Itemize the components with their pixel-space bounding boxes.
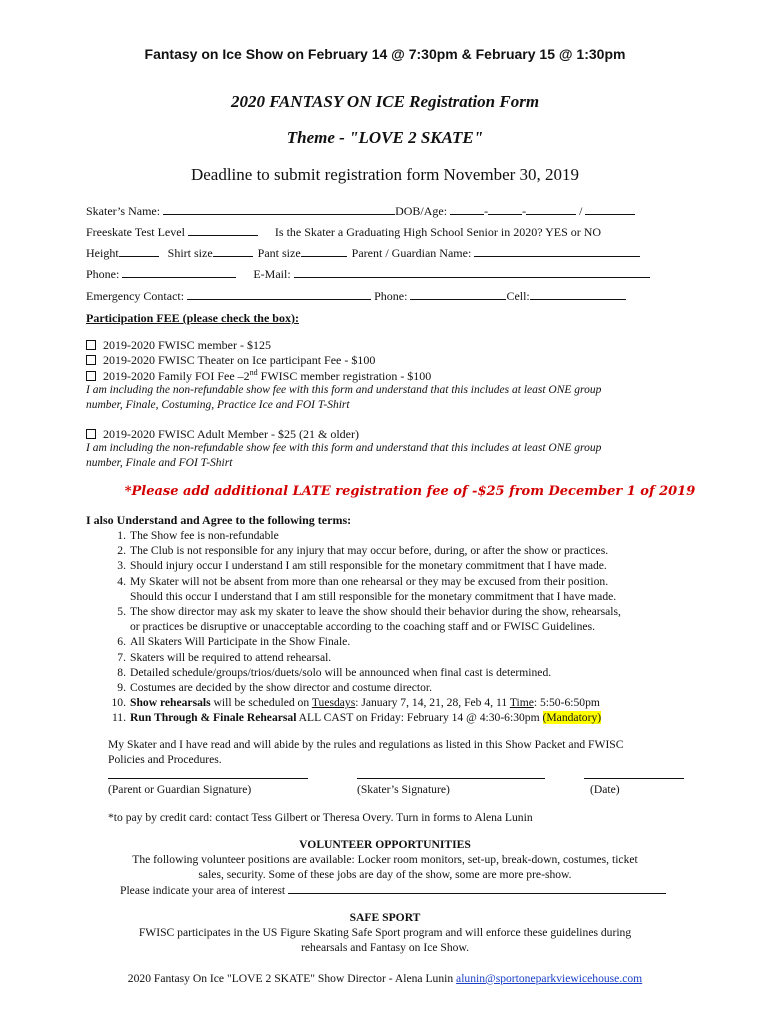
deadline-line: Deadline to submit registration form November 30, 2019 (190, 165, 580, 184)
dob-day-blank[interactable] (488, 204, 522, 215)
safe-sport-heading: SAFE SPORT (349, 911, 421, 924)
safe-sport-line-1: FWISC participates in the US Figure Skating Safe Sport program and will enforce these guidelines during (138, 926, 632, 939)
term-item: 9. Costumes are decided by the show director and costume director. (117, 681, 432, 695)
shirt-label: Shirt size (167, 246, 213, 260)
skater-name-blank[interactable] (163, 204, 395, 215)
parent-label: Parent / Guardian Name: (351, 246, 472, 260)
volunteer-heading: VOLUNTEER OPPORTUNITIES (299, 838, 471, 851)
director-email-link[interactable]: alunin@sportoneparkviewicehouse.com (456, 972, 643, 985)
freeskate-blank[interactable] (188, 225, 258, 236)
shirt-blank[interactable] (213, 246, 253, 257)
checkbox-icon[interactable] (86, 355, 96, 365)
show-dates-banner: Fantasy on Ice Show on February 14 @ 7:30pm & February 15 @ 1:30pm (144, 46, 626, 62)
phone-label: Phone: (86, 267, 120, 281)
emergency-blank[interactable] (187, 289, 371, 300)
parent-signature-line[interactable] (108, 778, 308, 779)
term-item: 2. The Club is not responsible for any injury that may occur before, during, or after the show or practices. (117, 544, 609, 558)
date-label: (Date) (590, 783, 620, 796)
dob-year-blank[interactable] (526, 204, 576, 215)
skater-signature-label: (Skater’s Signature) (357, 783, 450, 796)
row-emergency (86, 289, 626, 304)
fee-option-member[interactable]: 2019-2020 FWISC member - $125 (86, 338, 271, 353)
checkbox-icon[interactable] (86, 371, 96, 381)
emergency-label: Emergency Contact: (86, 289, 185, 303)
cell-blank[interactable] (530, 289, 626, 300)
phone2-label: Phone: (374, 289, 408, 303)
freeskate-label: Freeskate Test Level (86, 225, 185, 239)
term-item-cont: or practices be disruptive or unacceptable according to the coaching staff and or FWISC Guidelines. (130, 620, 595, 634)
footer-text: 2020 Fantasy On Ice "LOVE 2 SKATE" Show Director - Alena Lunin (127, 972, 457, 985)
date-line[interactable] (584, 778, 684, 779)
fee-option-adult[interactable]: 2019-2020 FWISC Adult Member - $25 (21 & older) (86, 427, 359, 442)
parent-blank[interactable] (474, 246, 640, 257)
checkbox-icon[interactable] (86, 429, 96, 439)
term-item-cont: Should this occur I understand that I am still responsible for the monetary commitment that I have made. (130, 589, 617, 603)
fee-option-family[interactable]: 2019-2020 Family FOI Fee –2nd FWISC member registration - $100 (86, 368, 431, 384)
email-blank[interactable] (294, 267, 650, 278)
late-fee-notice: *Please add additional LATE registration fee of -$25 from December 1 of 2019 (124, 484, 696, 499)
age-blank[interactable] (585, 204, 635, 215)
skater-signature-line[interactable] (357, 778, 545, 779)
row-contact (86, 267, 650, 282)
pant-label: Pant size (257, 246, 301, 260)
form-theme: Theme - "LOVE 2 SKATE" (286, 128, 484, 147)
fee-note-1a: I am including the non-refundable show fee with this form and understand that this includes at least ONE group (86, 384, 602, 396)
skater-name-label: Skater’s Name: (86, 204, 161, 218)
fee-note-1b: number, Finale, Costuming, Practice Ice and FOI T-Shirt (86, 399, 350, 411)
parent-signature-label: (Parent or Guardian Signature) (108, 783, 252, 796)
form-title: 2020 FANTASY ON ICE Registration Form (230, 92, 540, 111)
fee-note-2b: number, Finale and FOI T-Shirt (86, 457, 233, 469)
checkbox-icon[interactable] (86, 340, 96, 350)
credit-card-note: *to pay by credit card: contact Tess Gilbert or Theresa Overy. Turn in forms to Alena Lunin (108, 811, 533, 824)
terms-heading: I also Understand and Agree to the following terms: (86, 513, 352, 527)
term-item-rehearsals: 10. Show rehearsals will be scheduled on Tuesdays: January 7, 14, 21, 28, Feb 4, 11 Time: 5:50-6:50pm (111, 696, 600, 710)
term-item: 5. The show director may ask my skater to leave the show should their behavior during the show, rehearsals, (117, 605, 621, 619)
mandatory-highlight: (Mandatory) (542, 711, 602, 725)
fee-option-theater[interactable]: 2019-2020 FWISC Theater on Ice participant Fee - $100 (86, 353, 375, 368)
term-item: 3. Should injury occur I understand I am still responsible for the monetary commitment that I have made. (117, 559, 607, 573)
volunteer-interest-blank[interactable] (288, 883, 666, 894)
participation-heading: Participation FEE (please check the box): (86, 311, 299, 325)
volunteer-line-2: sales, security. Some of these jobs are day of the show, some are more pre-show. (198, 868, 572, 881)
terms-list (111, 528, 730, 726)
term-item: 8. Detailed schedule/groups/trios/duets/solo will be announced when final cast is determined. (117, 665, 552, 679)
term-item: 1. The Show fee is non-refundable (117, 529, 279, 542)
term-item: 7. Skaters will be required to attend rehearsal. (117, 650, 332, 664)
height-label: Height (86, 246, 119, 260)
term-item: 4. My Skater will not be absent from more than one rehearsal or they may be excused from their position. (117, 574, 609, 588)
row-skater: Skater’s Name: DOB/Age: - - / (86, 204, 635, 219)
row-freeskate (86, 225, 601, 240)
phone2-blank[interactable] (410, 289, 506, 300)
volunteer-interest-row (120, 883, 666, 897)
dob-label: DOB/Age: (395, 204, 448, 218)
cell-label: Cell: (506, 289, 530, 303)
term-item: 6. All Skaters Will Participate in the Show Finale. (117, 635, 351, 649)
volunteer-interest-label: Please indicate your area of interest (120, 884, 286, 897)
volunteer-line-1: The following volunteer positions are available: Locker room monitors, set-up, break-down, costumes, ticket (132, 853, 638, 866)
safe-sport-line-2: rehearsals and Fantasy on Ice Show. (301, 941, 469, 954)
email-label: E-Mail: (253, 267, 291, 281)
footer (0, 972, 770, 985)
pant-blank[interactable] (301, 246, 347, 257)
row-sizes (86, 246, 640, 261)
fee-note-2a: I am including the non-refundable show fee with this form and understand that this includes at least ONE group (86, 442, 602, 454)
agreement-line-2: Policies and Procedures. (108, 753, 222, 766)
phone-blank[interactable] (122, 267, 236, 278)
dob-month-blank[interactable] (450, 204, 484, 215)
term-item-finale: 11. Run Through & Finale Rehearsal ALL CAST on Friday: February 14 @ 4:30-6:30pm (Mandatory) (111, 711, 602, 725)
agreement-line-1: My Skater and I have read and will abide by the rules and regulations as listed in this Show Packet and FWISC (108, 738, 624, 751)
height-blank[interactable] (119, 246, 159, 257)
graduating-question: Is the Skater a Graduating High School Senior in 2020? YES or NO (274, 225, 602, 239)
